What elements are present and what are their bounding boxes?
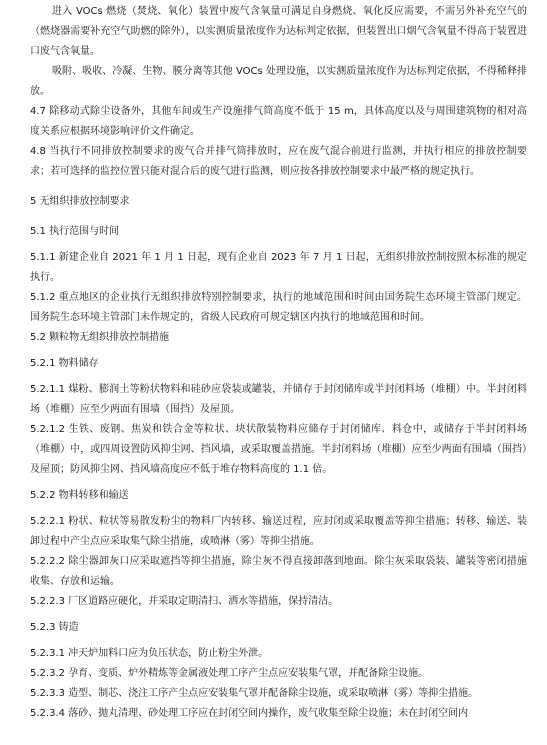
section-5-1-heading: 5.1 执行范围与时间 bbox=[30, 226, 120, 237]
clause-5-2-2-2: 5.2.2.2 除尘器卸灰口应采取遮挡等抑尘措施，除尘灰不得直接卸落到地面。除尘灰采取袋装、罐装等密闭措施收集、存放和运输。 bbox=[30, 556, 527, 587]
section-5-2-heading: 5.2 颗粒物无组织排放控制措施 bbox=[30, 332, 170, 343]
clause-4-7: 4.7 除移动式除尘设备外，其他车间或生产设施排气筒高度不低于 15 m，具体高度以及与周围建筑物的相对高度关系应根据环境影响评价文件确定。 bbox=[30, 106, 527, 137]
clause-5-2-1-1: 5.2.1.1 煤粉、膨润土等粉状物料和硅砂应袋装或罐装，并储存于封闭储库或半封闭料场（堆棚）中。半封闭料场（堆棚）应至少两面有围墙（围挡）及屋顶。 bbox=[30, 384, 527, 415]
clause-5-2-3-3: 5.2.3.3 造型、制芯、浇注工序产尘点应安装集气罩并配备除尘设施，或采取喷淋（雾）等抑尘措施。 bbox=[30, 688, 479, 699]
section-5-2-1-heading: 5.2.1 物料储存 bbox=[30, 358, 99, 369]
section-5-2-3-heading: 5.2.3 铸造 bbox=[30, 622, 79, 633]
clause-5-1-1: 5.1.1 新建企业自 2021 年 1 月 1 日起，现有企业自 2023 年 7 月 1 日起，无组织排放控制按照本标准的规定执行。 bbox=[30, 252, 527, 283]
section-5-heading: 5 无组织排放控制要求 bbox=[30, 196, 130, 207]
clause-5-2-3-4: 5.2.3.4 落砂、抛丸清理、砂处理工序应在封闭空间内操作，废气收集至除尘设施；未在封闭空间内 bbox=[30, 708, 469, 719]
clause-4-8: 4.8 当执行不同排放控制要求的废气合并排气筒排放时，应在废气混合前进行监测，并执行相应的排放控制要求；若可选择的监控位置只能对混合后的废气进行监测，则应按各排放控制要求中最严格的规定执行。 bbox=[30, 146, 527, 177]
section-5-2-2-heading: 5.2.2 物料转移和输送 bbox=[30, 490, 129, 501]
clause-5-1-2: 5.1.2 重点地区的企业执行无组织排放特别控制要求，执行的地域范围和时间由国务院生态环境主管部门规定。国务院生态环境主管部门未作规定的，省级人民政府可规定辖区内执行的地域范围和时间。 bbox=[30, 292, 527, 323]
clause-5-2-3-2: 5.2.3.2 孕育、变质、炉外精炼等金属液处理工序产尘点应安装集气罩，并配备除尘设施。 bbox=[30, 668, 429, 679]
clause-5-2-2-3: 5.2.2.3 厂区道路应硬化，并采取定期清扫、洒水等措施，保持清洁。 bbox=[30, 596, 339, 607]
paragraph-voc-combustion: 进入 VOCs 燃烧（焚烧、氧化）装置中废气含氧量可满足自身燃烧、氧化反应需要，不需另外补充空气的（燃烧器需要补充空气助燃的除外），以实测质量浓度作为达标判定依据，但装置出口烟气含氧量不得高于装置进口废气含氧量。 bbox=[30, 6, 527, 57]
paragraph-voc-other-treatment: 吸附、吸收、冷凝、生物、膜分离等其他 VOCs 处理设施，以实测质量浓度作为达标判定依据，不得稀释排放。 bbox=[30, 66, 527, 97]
clause-5-2-2-1: 5.2.2.1 粉状、粒状等易散发粉尘的物料厂内转移、输送过程，应封闭或采取覆盖等抑尘措施；转移、输送、装卸过程中产尘点应采取集气除尘措施，或喷淋（雾）等抑尘措施。 bbox=[30, 516, 527, 547]
clause-5-2-3-1: 5.2.3.1 冲天炉加料口应为负压状态，防止粉尘外泄。 bbox=[30, 648, 269, 659]
clause-5-2-1-2: 5.2.1.2 生铁、废钢、焦炭和铁合金等粒状、块状散装物料应储存于封闭储库、料仓中，或储存于半封闭料场（堆棚）中，或四周设置防风抑尘网、挡风墙，或采取覆盖措施。半封闭料场（堆棚）应至少两面有围墙（围挡）及屋顶；防风抑尘网、挡风墙高度应不低于堆存物料高度的 1.1 倍。 bbox=[30, 424, 527, 475]
